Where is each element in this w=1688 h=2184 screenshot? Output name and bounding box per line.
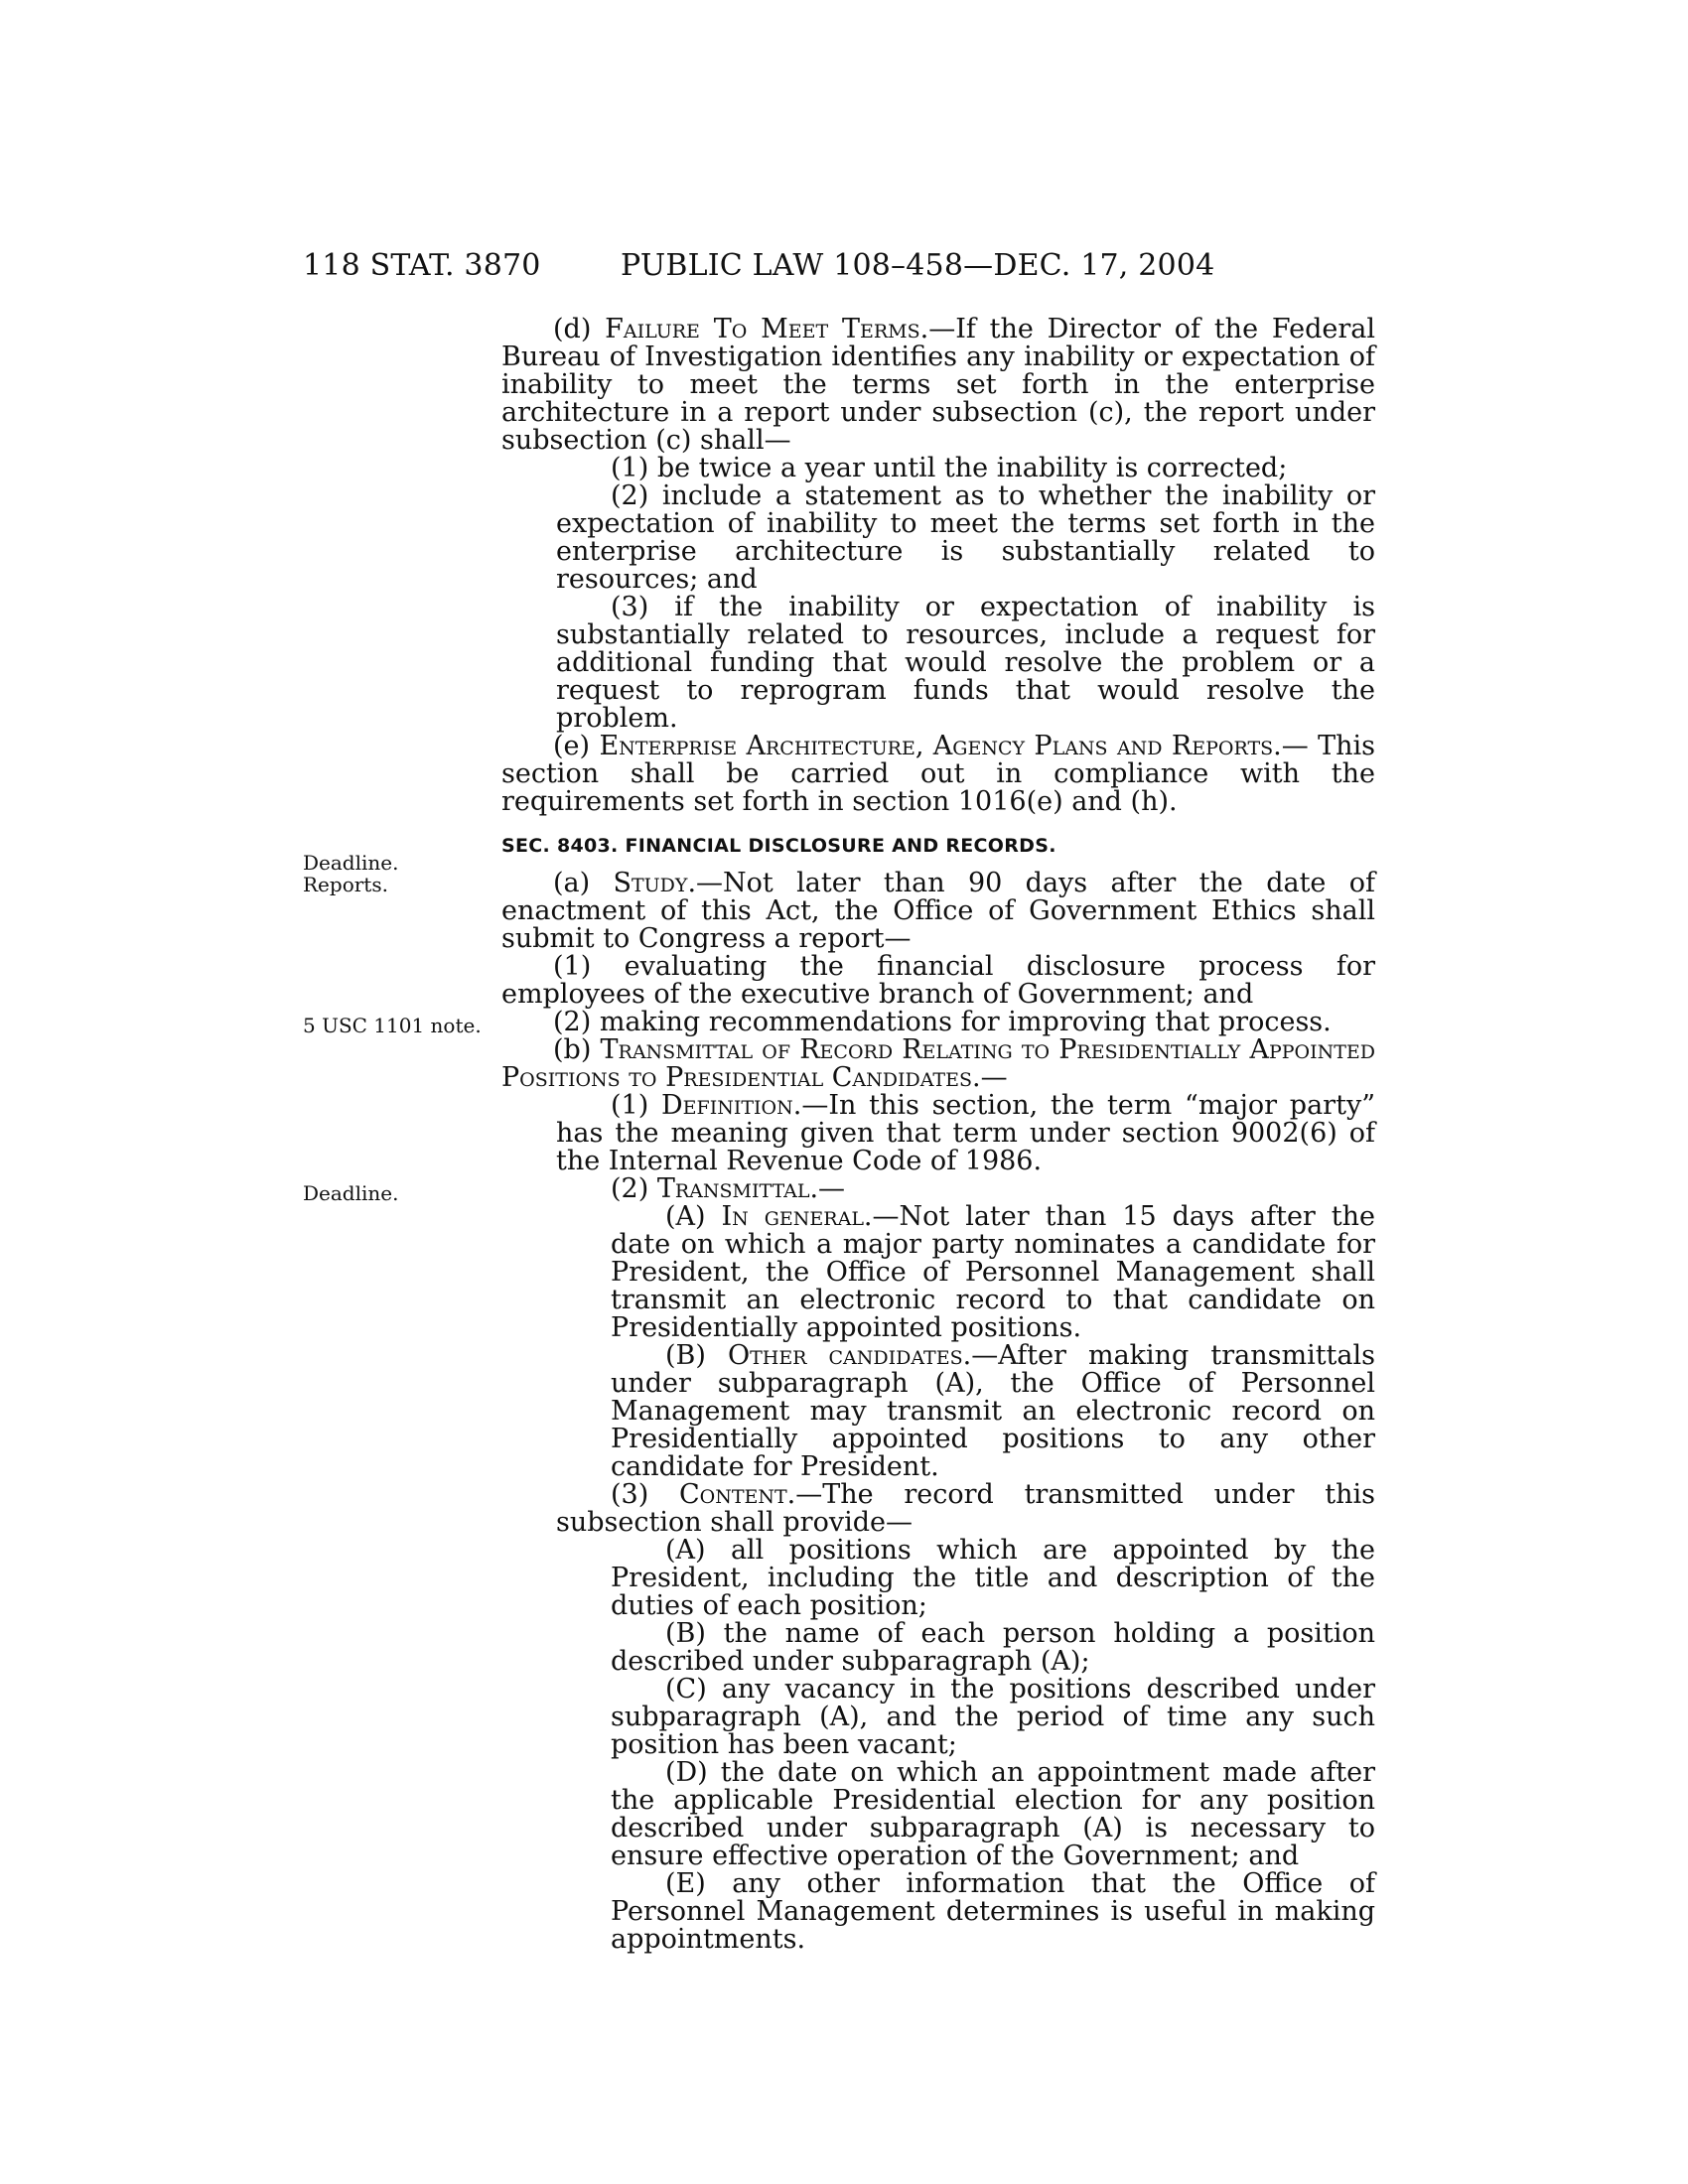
subparagraph-b2A-heading: In general. [721, 1201, 873, 1232]
content-item-A: (A) all positions which are appointed by the President, including the title and description of the duties of each position; [611, 1535, 1375, 1621]
subsection-e-heading: Enterprise Architecture, Agency Plans and Reports. [599, 731, 1282, 761]
margin-note-usc: 5 USC 1101 note. [303, 1014, 482, 1037]
subsection-a-heading: Study. [613, 868, 697, 898]
paragraph-d1: (1) be twice a year until the inability is corrected; [611, 453, 1288, 483]
paragraph-b3: (3) Content.—The record transmitted under this subsection shall provide— [556, 1479, 1376, 1538]
paragraph-b2: (2) Transmittal.— [611, 1173, 846, 1204]
subsection-e: (e) Enterprise Architecture, Agency Plans and Reports.— This section shall be carried out in compliance with the requirements set forth in section 1016(e) and (h). [501, 731, 1375, 817]
paragraph-a1: (1) evaluating the financial disclosure process for employees of the executive branch of Government; and [501, 951, 1375, 1010]
subsection-d: (d) Failure To Meet Terms.—If the Director of the Federal Bureau of Investigation identifies any inability or expectation of inability to meet the terms set forth in the enterprise architecture in a report under subsection (c), the report under subsection (c) shall— [501, 314, 1375, 456]
paragraph-b3-heading: Content. [678, 1479, 796, 1510]
content-item-E: (E) any other information that the Office of Personnel Management determines is useful in making appointments. [611, 1868, 1375, 1955]
page-header [303, 248, 1215, 283]
paragraph-b1: (1) Definition.—In this section, the term “major party” has the meaning given that term under section 9002(6) of the Internal Revenue Code of 1986. [556, 1090, 1375, 1176]
section-heading: SEC. 8403. FINANCIAL DISCLOSURE AND RECORDS. [501, 835, 1056, 857]
content-item-B: (B) the name of each person holding a position described under subparagraph (A); [611, 1618, 1375, 1677]
subparagraph-b2B-heading: Other candidates. [727, 1340, 972, 1371]
subsection-d-heading: Failure To Meet Terms. [605, 314, 929, 344]
margin-note-deadline-reports [303, 852, 398, 895]
paragraph-d2: (2) include a statement as to whether the inability or expectation of inability to meet the terms set forth in the enterprise architecture is substantially related to resources; and [556, 480, 1375, 595]
subsection-b: (b) Transmittal of Record Relating to Presidentially Appointed Positions to Presidential Candidates.— [501, 1034, 1376, 1093]
subsection-b-heading: Transmittal of Record Relating to Presidentially Appointed Positions to Presidential Candidates. [501, 1034, 1376, 1093]
law-title: PUBLIC LAW 108–458—DEC. 17, 2004 [621, 248, 1215, 283]
content-item-C: (C) any vacancy in the positions described under subparagraph (A), and the period of time any such position has been vacant; [611, 1674, 1375, 1760]
margin-note-line: Deadline. [303, 851, 399, 875]
paragraph-b1-heading: Definition. [661, 1090, 802, 1121]
content-item-D: (D) the date on which an appointment made after the applicable Presidential election for any position described under subparagraph (A) is necessary to ensure effective operation of the Government; and [611, 1757, 1375, 1871]
stat-reference: 118 STAT. 3870 [303, 248, 541, 283]
paragraph-d3: (3) if the inability or expectation of inability is substantially related to resources, include a request for additional funding that would resolve the problem or a request to reprogram funds that would resolve the problem. [556, 592, 1375, 734]
paragraph-a2: (2) making recommendations for improving that process. [553, 1007, 1332, 1037]
document-body [501, 316, 1375, 1954]
subsection-a: (a) Study.—Not later than 90 days after the date of enactment of this Act, the Office of Government Ethics shall submit to Congress a report— [501, 868, 1375, 954]
paragraph-b2-heading: Transmittal. [656, 1173, 819, 1204]
subparagraph-b2B: (B) Other candidates.—After making transmittals under subparagraph (A), the Office of Personnel Management may transmit an electronic record on Presidentially appointed positions to any other candidate for President. [611, 1340, 1375, 1482]
subparagraph-b2A: (A) In general.—Not later than 15 days after the date on which a major party nominates a candidate for President, the Office of Personnel Management shall transmit an electronic record to that candidate on Presidentially appointed positions. [611, 1201, 1375, 1343]
margin-note-deadline: Deadline. [303, 1181, 399, 1205]
margin-note-line: Reports. [303, 873, 388, 896]
